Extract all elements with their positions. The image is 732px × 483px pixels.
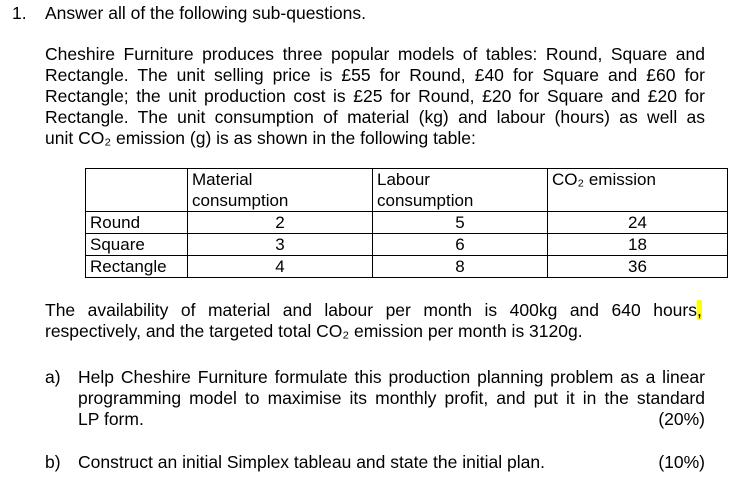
table-cell-co2: 24 xyxy=(548,212,728,234)
table-cell-material: 2 xyxy=(188,212,373,234)
subq-a-label: a) xyxy=(45,367,61,387)
intro-line-2: Rectangle. The unit selling price is £55 for Round, £40 for Square and £60 for xyxy=(45,65,705,85)
intro-line-4: Rectangle. The unit consumption of material (kg) and labour (hours) as well as xyxy=(45,107,705,127)
highlighted-comma: , xyxy=(697,300,702,320)
table-header-empty xyxy=(86,169,188,212)
table-row xyxy=(86,256,728,278)
table-header-labour: Labour consumption xyxy=(373,169,548,212)
table-header-material: Material consumption xyxy=(188,169,373,212)
table-cell-co2: 18 xyxy=(548,234,728,256)
subq-a-marks: (20%) xyxy=(658,409,705,429)
table-cell-labour: 6 xyxy=(373,234,548,256)
table-cell-labour: 8 xyxy=(373,256,548,278)
intro-line-1: Cheshire Furniture produces three popular models of tables: Round, Square and xyxy=(45,44,705,64)
subq-a-line-1: Help Cheshire Furniture formulate this production planning problem as a linear xyxy=(78,367,705,387)
table-cell-model: Square xyxy=(86,234,188,256)
table-header-co2: CO₂ emission xyxy=(548,169,728,212)
availability-line-2: respectively, and the targeted total CO₂ emission per month is 3120g. xyxy=(45,321,583,341)
table-cell-model: Round xyxy=(86,212,188,234)
question-number: 1. xyxy=(12,3,27,23)
table-cell-material: 3 xyxy=(188,234,373,256)
table-cell-labour: 5 xyxy=(373,212,548,234)
table-cell-model: Rectangle xyxy=(86,256,188,278)
subq-b-label: b) xyxy=(45,452,61,472)
table-cell-material: 4 xyxy=(188,256,373,278)
intro-line-3: Rectangle; the unit production cost is £25 for Round, £20 for Square and £20 for xyxy=(45,86,705,106)
table-header-row xyxy=(86,169,728,212)
intro-line-5: unit CO₂ emission (g) is as shown in the following table: xyxy=(45,128,476,148)
table-row xyxy=(86,212,728,234)
subq-b-line-1: Construct an initial Simplex tableau and state the initial plan. xyxy=(78,452,545,472)
availability-line-1: The availability of material and labour per month is 400kg and 640 hours, xyxy=(45,300,702,320)
subq-a-line-3: LP form. xyxy=(78,409,144,429)
question-instruction: Answer all of the following sub-questions. xyxy=(45,3,367,23)
subq-b-marks: (10%) xyxy=(658,452,705,472)
consumption-table xyxy=(85,168,728,278)
subq-a-line-2: programming model to maximise its monthly profit, and put it in the standard xyxy=(78,388,705,408)
table-row xyxy=(86,234,728,256)
table-cell-co2: 36 xyxy=(548,256,728,278)
